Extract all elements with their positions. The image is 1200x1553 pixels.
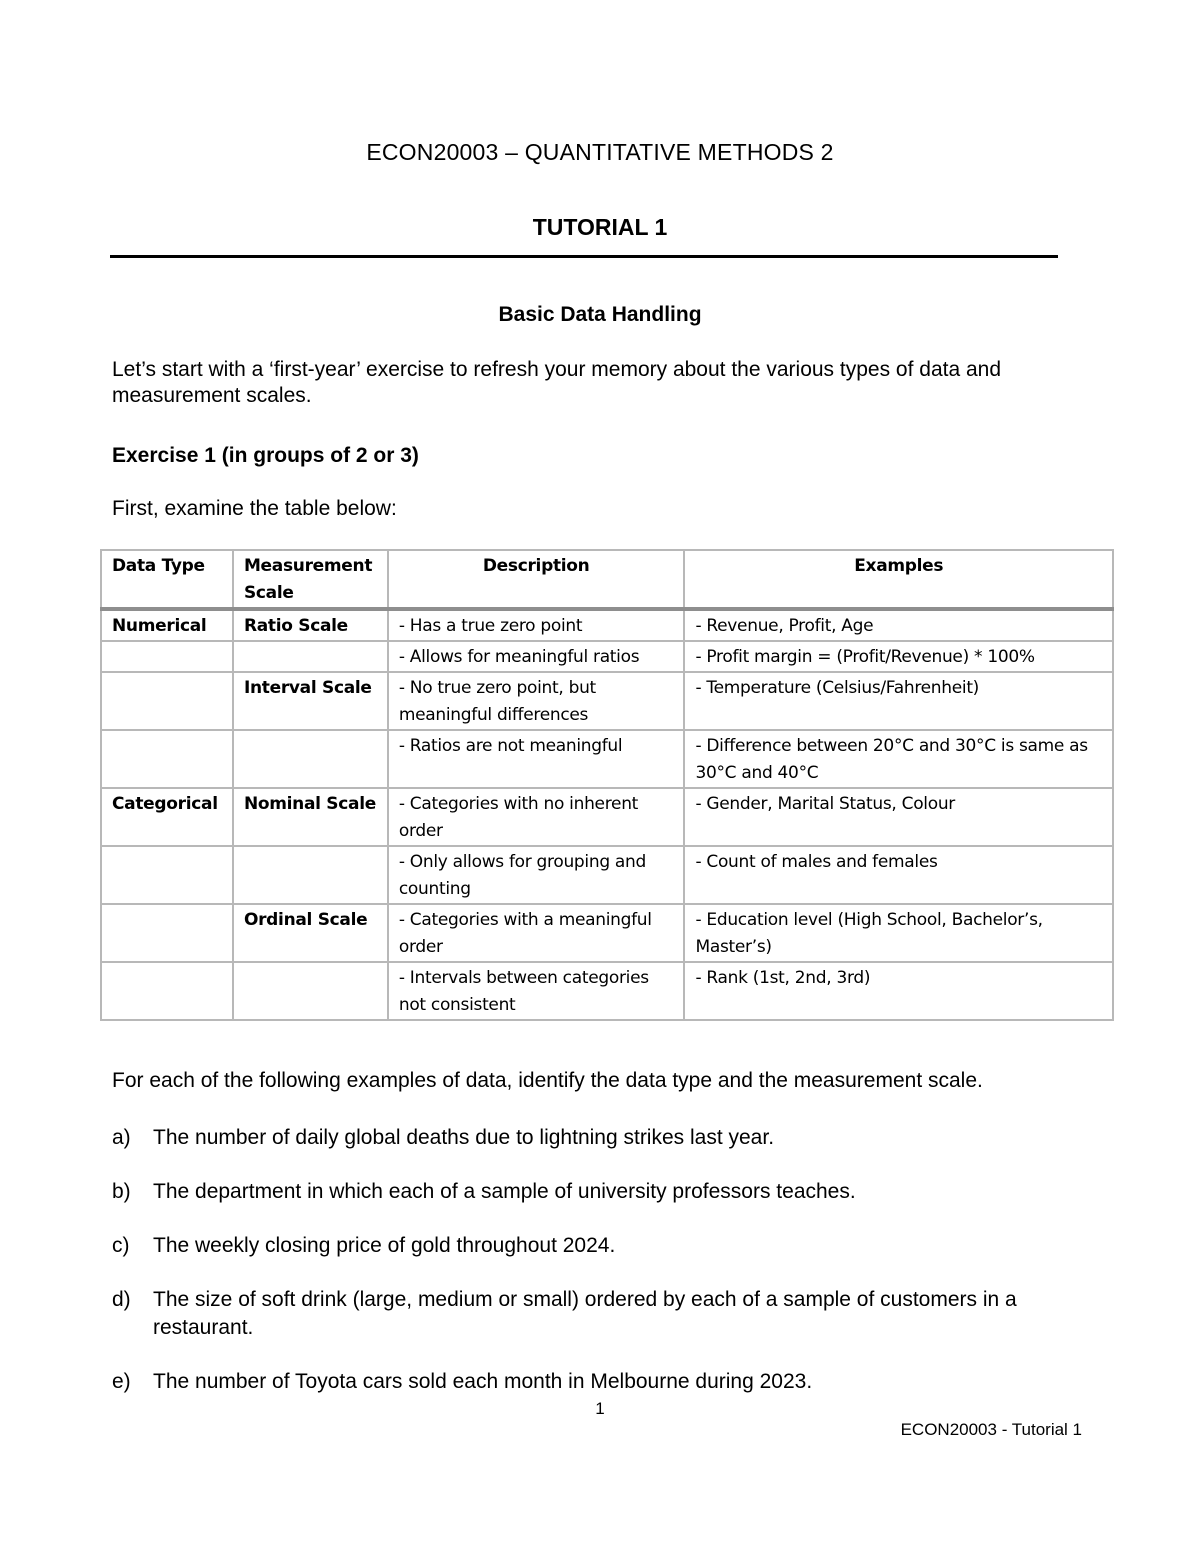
cell-scale: [233, 846, 388, 904]
question-text: The department in which each of a sample of university professors teaches.: [153, 1180, 856, 1203]
cell-examples: - Rank (1st, 2nd, 3rd): [684, 962, 1113, 1020]
cell-examples: - Revenue, Profit, Age: [684, 609, 1113, 641]
cell-data-type: Categorical: [101, 788, 233, 846]
cell-examples: - Profit margin = (Profit/Revenue) * 100%: [684, 641, 1113, 672]
table-row: [101, 962, 1113, 1020]
cell-data-type: [101, 962, 233, 1020]
question-text: The weekly closing price of gold throughout 2024.: [153, 1234, 616, 1257]
measurement-scale-table: [100, 549, 1114, 1021]
page-number: 1: [595, 1399, 605, 1418]
cell-data-type: [101, 672, 233, 730]
header-data-type: Data Type: [101, 550, 233, 609]
cell-scale: Ordinal Scale: [233, 904, 388, 962]
question-list: [112, 1124, 1092, 1422]
cell-description: - No true zero point, but meaningful differences: [388, 672, 685, 730]
cell-data-type: Numerical: [101, 609, 233, 641]
cell-description: - Categories with no inherent order: [388, 788, 685, 846]
cell-description: - Ratios are not meaningful: [388, 730, 685, 788]
table-row: [101, 788, 1113, 846]
cell-scale: Ratio Scale: [233, 609, 388, 641]
cell-scale: [233, 730, 388, 788]
cell-scale: [233, 962, 388, 1020]
cell-data-type: [101, 641, 233, 672]
cell-description: - Categories with a meaningful order: [388, 904, 685, 962]
cell-description: - Only allows for grouping and counting: [388, 846, 685, 904]
table-row: [101, 641, 1113, 672]
question-item: [112, 1124, 1092, 1152]
question-item: [112, 1232, 1092, 1260]
cell-scale: Interval Scale: [233, 672, 388, 730]
cell-data-type: [101, 904, 233, 962]
question-item: [112, 1178, 1092, 1206]
header-description: Description: [388, 550, 685, 609]
question-item: [112, 1368, 1092, 1396]
table-header-row: [101, 550, 1113, 609]
section-heading: Basic Data Handling: [498, 303, 702, 326]
course-title: ECON20003 – QUANTITATIVE METHODS 2: [366, 139, 834, 165]
title-divider: [110, 255, 1058, 258]
exercise-lead: First, examine the table below:: [112, 497, 397, 520]
cell-scale: [233, 641, 388, 672]
table-row: [101, 609, 1113, 641]
cell-examples: - Count of males and females: [684, 846, 1113, 904]
question-label: e): [112, 1370, 131, 1393]
question-label: b): [112, 1180, 131, 1203]
table-row: [101, 672, 1113, 730]
question-text: The number of Toyota cars sold each month in Melbourne during 2023.: [153, 1370, 813, 1393]
cell-examples: - Temperature (Celsius/Fahrenheit): [684, 672, 1113, 730]
cell-description: - Has a true zero point: [388, 609, 685, 641]
table-row: [101, 730, 1113, 788]
cell-scale: Nominal Scale: [233, 788, 388, 846]
table-row: [101, 904, 1113, 962]
question-text: The number of daily global deaths due to lightning strikes last year.: [153, 1126, 775, 1149]
exercise-heading: Exercise 1 (in groups of 2 or 3): [112, 444, 419, 467]
header-examples: Examples: [684, 550, 1113, 609]
cell-examples: - Gender, Marital Status, Colour: [684, 788, 1113, 846]
cell-description: - Intervals between categories not consistent: [388, 962, 685, 1020]
question-item: [112, 1286, 1092, 1342]
intro-paragraph: Let’s start with a ‘first-year’ exercise to refresh your memory about the various types of data and measurement scales.: [112, 358, 1002, 407]
cell-data-type: [101, 730, 233, 788]
cell-examples: - Education level (High School, Bachelor’s, Master’s): [684, 904, 1113, 962]
question-label: d): [112, 1288, 131, 1311]
cell-examples: - Difference between 20°C and 30°C is same as 30°C and 40°C: [684, 730, 1113, 788]
page-footer: ECON20003 - Tutorial 1: [900, 1420, 1082, 1439]
question-label: a): [112, 1126, 131, 1149]
instructions: For each of the following examples of data, identify the data type and the measurement scale.: [112, 1069, 983, 1092]
cell-data-type: [101, 846, 233, 904]
tutorial-title: TUTORIAL 1: [532, 214, 668, 240]
question-label: c): [112, 1234, 130, 1257]
header-measurement-scale: Measurement Scale: [233, 550, 388, 609]
cell-description: - Allows for meaningful ratios: [388, 641, 685, 672]
table-row: [101, 846, 1113, 904]
question-text: The size of soft drink (large, medium or small) ordered by each of a sample of customers in a restaurant.: [153, 1288, 1017, 1339]
